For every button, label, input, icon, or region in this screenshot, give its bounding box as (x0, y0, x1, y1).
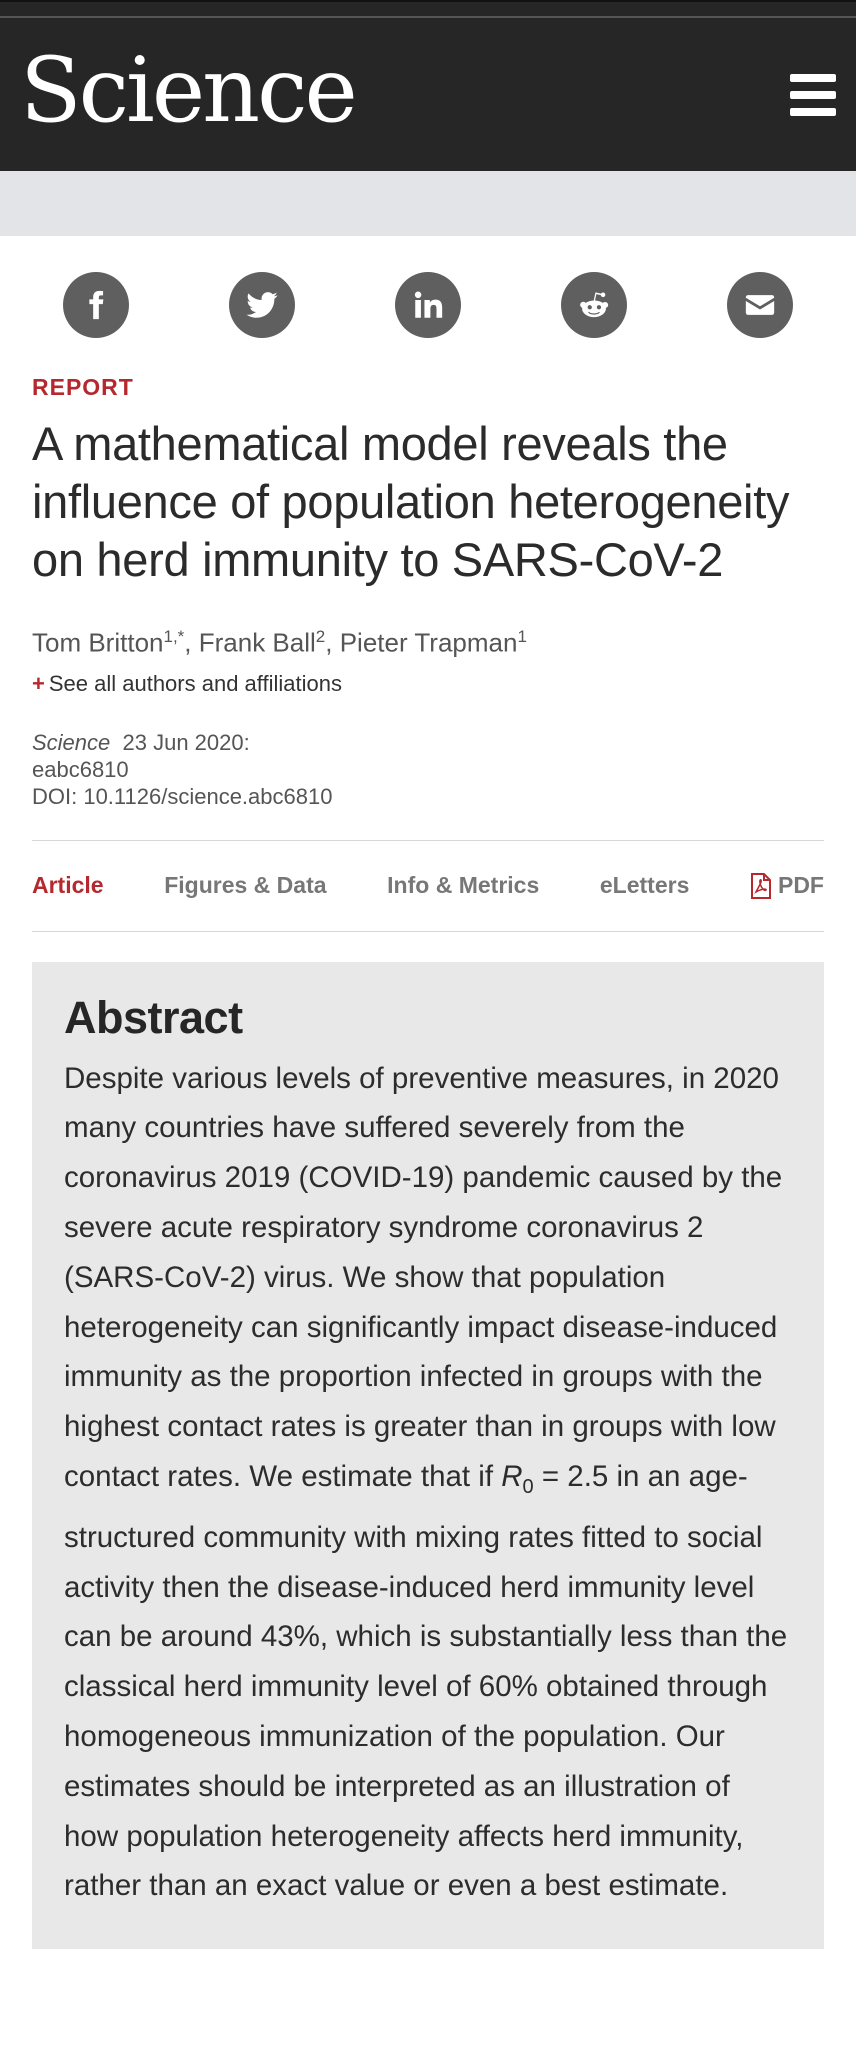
email-icon[interactable] (727, 272, 793, 338)
tab-pdf-label: PDF (777, 872, 824, 899)
author-list: Tom Britton$^{1,*}$, Frank Ball$^2$, Pieter Trapman$^1$ (32, 627, 527, 658)
linkedin-icon[interactable] (395, 272, 461, 338)
article-id: eabc6810 (32, 756, 129, 782)
article-tabs (32, 840, 824, 932)
abstract-section (32, 962, 824, 1949)
see-affiliations-label: See all authors and affiliations (48, 670, 342, 696)
tab-info-metrics[interactable]: Info & Metrics (387, 872, 540, 899)
header-divider (0, 16, 856, 18)
site-header (0, 0, 856, 171)
citation-block (32, 729, 824, 810)
tab-eletters[interactable]: eLetters (599, 872, 690, 899)
science-logo[interactable]: Science (20, 38, 355, 143)
journal-name: Science (32, 729, 111, 755)
pdf-icon (750, 873, 772, 899)
tab-article[interactable]: Article (32, 872, 104, 899)
article-main (0, 374, 856, 1949)
doi[interactable]: DOI: 10.1126/science.abc6810 (32, 783, 333, 809)
author-name[interactable]: Tom Britton (32, 627, 164, 658)
abstract-heading: Abstract (64, 991, 243, 1043)
author-affiliation-sup: 1,* (163, 627, 185, 646)
facebook-icon[interactable] (63, 272, 129, 338)
plus-icon: + (32, 670, 45, 696)
twitter-icon[interactable] (229, 272, 295, 338)
abstract-text: Despite various levels of preventive measures, in 2020 many countries have suffered severely from the coronavirus 2019 (COVID-19) pandemic caused by the severe acute respiratory syndrome coronavirus 2 (SARS-CoV-2) virus. We show that population heterogeneity can significantly impact disease-induced immunity as the proportion infected in groups with the highest contact rates is greater than in groups with low contact rates. We estimate that if $R_0 = 2.5$ in an age-structured community with mixing rates fitted to social activity then the disease-induced herd immunity level can be around 43%, which is substantially less than the classical herd immunity level of 60% obtained through homogeneous immunization of the population. Our estimates should be interpreted as an illustration of how population heterogeneity affects herd immunity, rather than an exact value or even a best estimate. (64, 1061, 788, 1903)
hamburger-menu-icon[interactable] (790, 74, 836, 116)
header-band (0, 171, 856, 236)
article-type-label: REPORT (32, 374, 134, 400)
tab-pdf[interactable] (750, 872, 824, 899)
author-affiliation-sup: 2 (315, 627, 326, 646)
see-affiliations-link[interactable] (32, 671, 824, 697)
reddit-icon[interactable] (561, 272, 627, 338)
article-title: A mathematical model reveals the influence of population heterogeneity on herd immunity to SARS-CoV-2 (32, 417, 790, 586)
publication-date: 23 Jun 2020: (122, 729, 250, 755)
author-affiliation-sup: 1 (517, 627, 527, 646)
share-bar (0, 272, 856, 338)
author-name[interactable]: Frank Ball (198, 627, 316, 658)
tab-figures-data[interactable]: Figures & Data (164, 872, 327, 899)
author-name[interactable]: Pieter Trapman (339, 627, 518, 658)
